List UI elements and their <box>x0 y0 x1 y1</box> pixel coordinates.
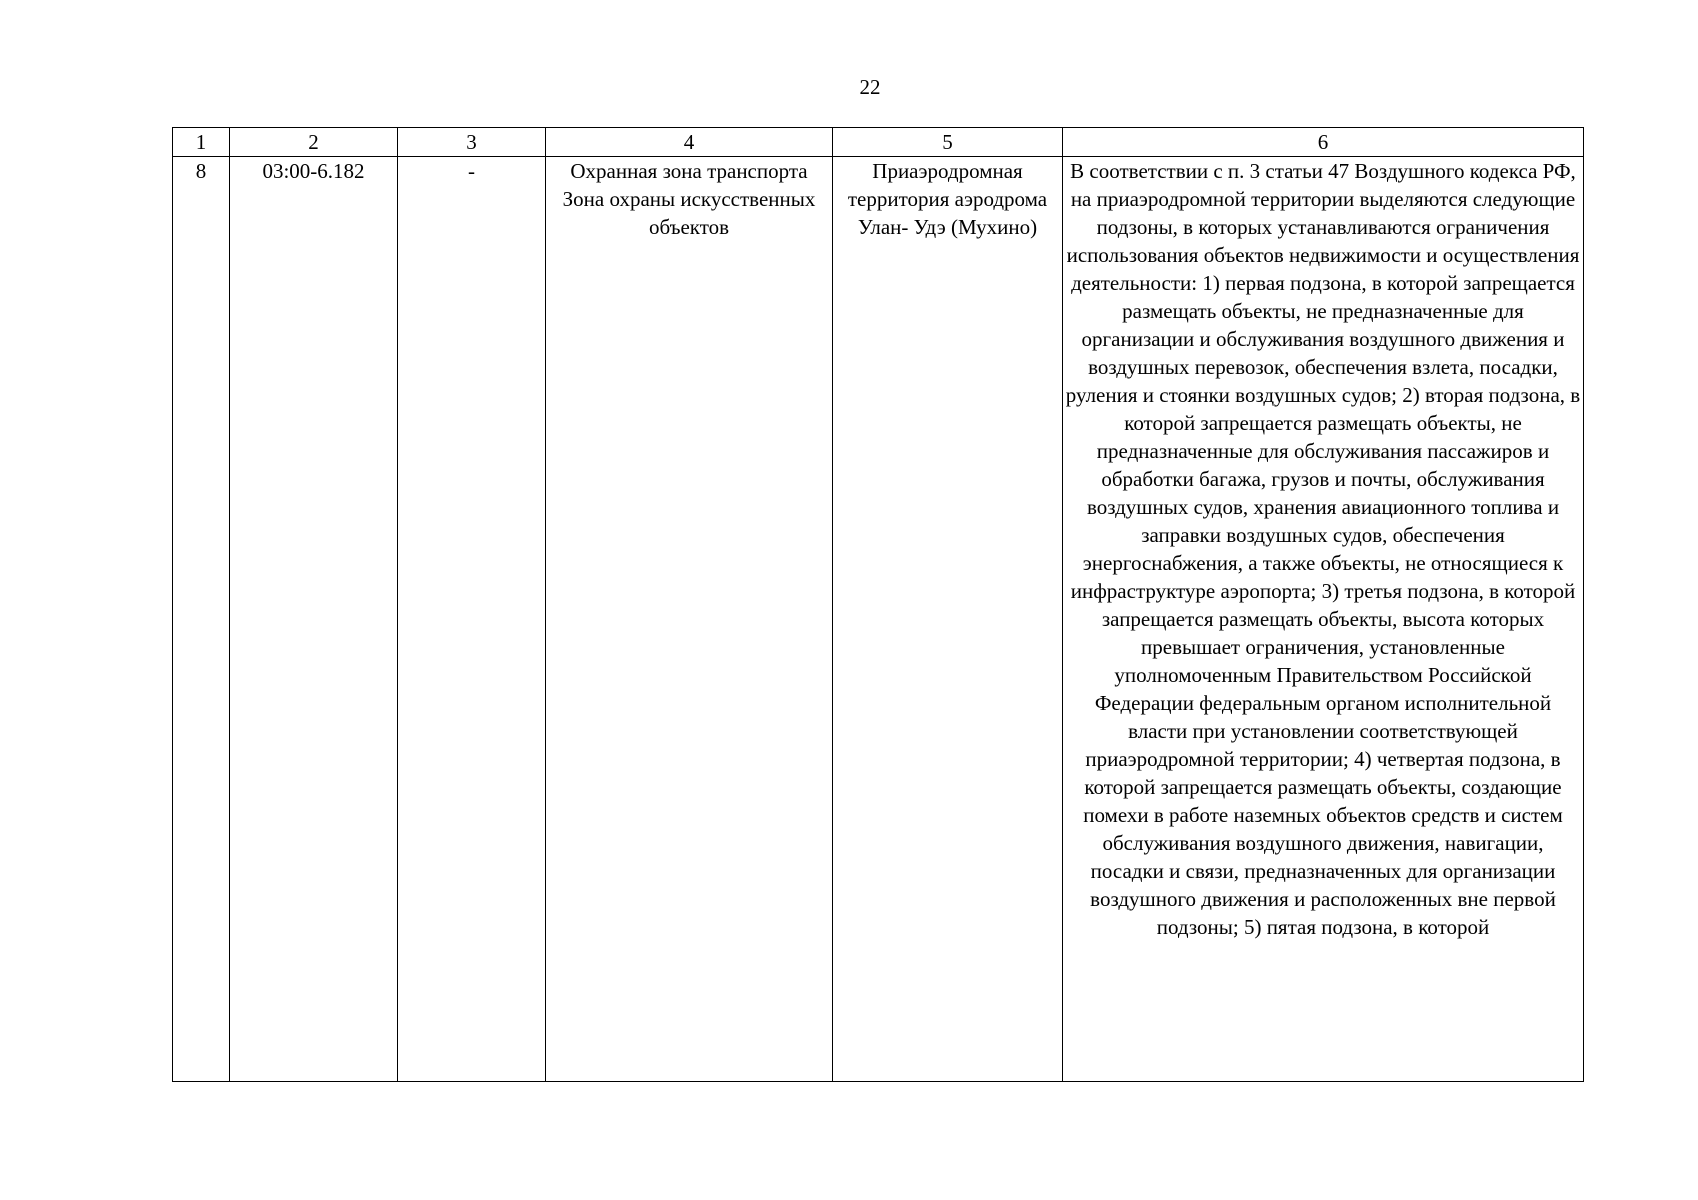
zones-table <box>172 127 1584 1082</box>
header-col-4: 4 <box>546 128 833 157</box>
cell-zone-name: Приаэродромная территория аэродрома Улан- Удэ (Мухино) <box>833 157 1063 1082</box>
page-number: 22 <box>859 75 881 99</box>
header-col-2: 2 <box>230 128 398 157</box>
cell-zone-type: Охранная зона транспорта Зона охраны искусственных объектов <box>546 157 833 1082</box>
header-col-3: 3 <box>398 128 546 157</box>
header-col-5: 5 <box>833 128 1063 157</box>
table-header-row <box>173 128 1584 157</box>
header-col-1: 1 <box>173 128 230 157</box>
cell-col3: - <box>398 157 546 1082</box>
cell-restrictions: В соответствии с п. 3 статьи 47 Воздушного кодекса РФ, на приаэродромной территории выделяются следующие подзоны, в которых устанавливаются ограничения использования объектов недвижимости и осуществления деятельности: 1) первая подзона, в которой запрещается размещать объекты, не предназначенные для организации и обслуживания воздушного движения и воздушных перевозок, обеспечения взлета, посадки, руления и стоянки воздушных судов; 2) вторая подзона, в которой запрещается размещать объекты, не предназначенные для обслуживания пассажиров и обработки багажа, грузов и почты, обслуживания воздушных судов, хранения авиационного топлива и заправки воздушных судов, обеспечения энергоснабжения, а также объекты, не относящиеся к инфраструктуре аэропорта; 3) третья подзона, в которой запрещается размещать объекты, высота которых превышает ограничения, установленные уполномоченным Правительством Российской Федерации федеральным органом исполнительной власти при установлении соответствующей приаэродромной территории; 4) четвертая подзона, в которой запрещается размещать объекты, создающие помехи в работе наземных объектов средств и систем обслуживания воздушного движения, навигации, посадки и связи, предназначенных для организации воздушного движения и расположенных вне первой подзоны; 5) пятая подзона, в которой <box>1063 157 1584 1082</box>
header-col-6: 6 <box>1063 128 1584 157</box>
table-row <box>173 157 1584 1082</box>
cell-number: 8 <box>173 157 230 1082</box>
cell-zone-id: 03:00-6.182 <box>230 157 398 1082</box>
